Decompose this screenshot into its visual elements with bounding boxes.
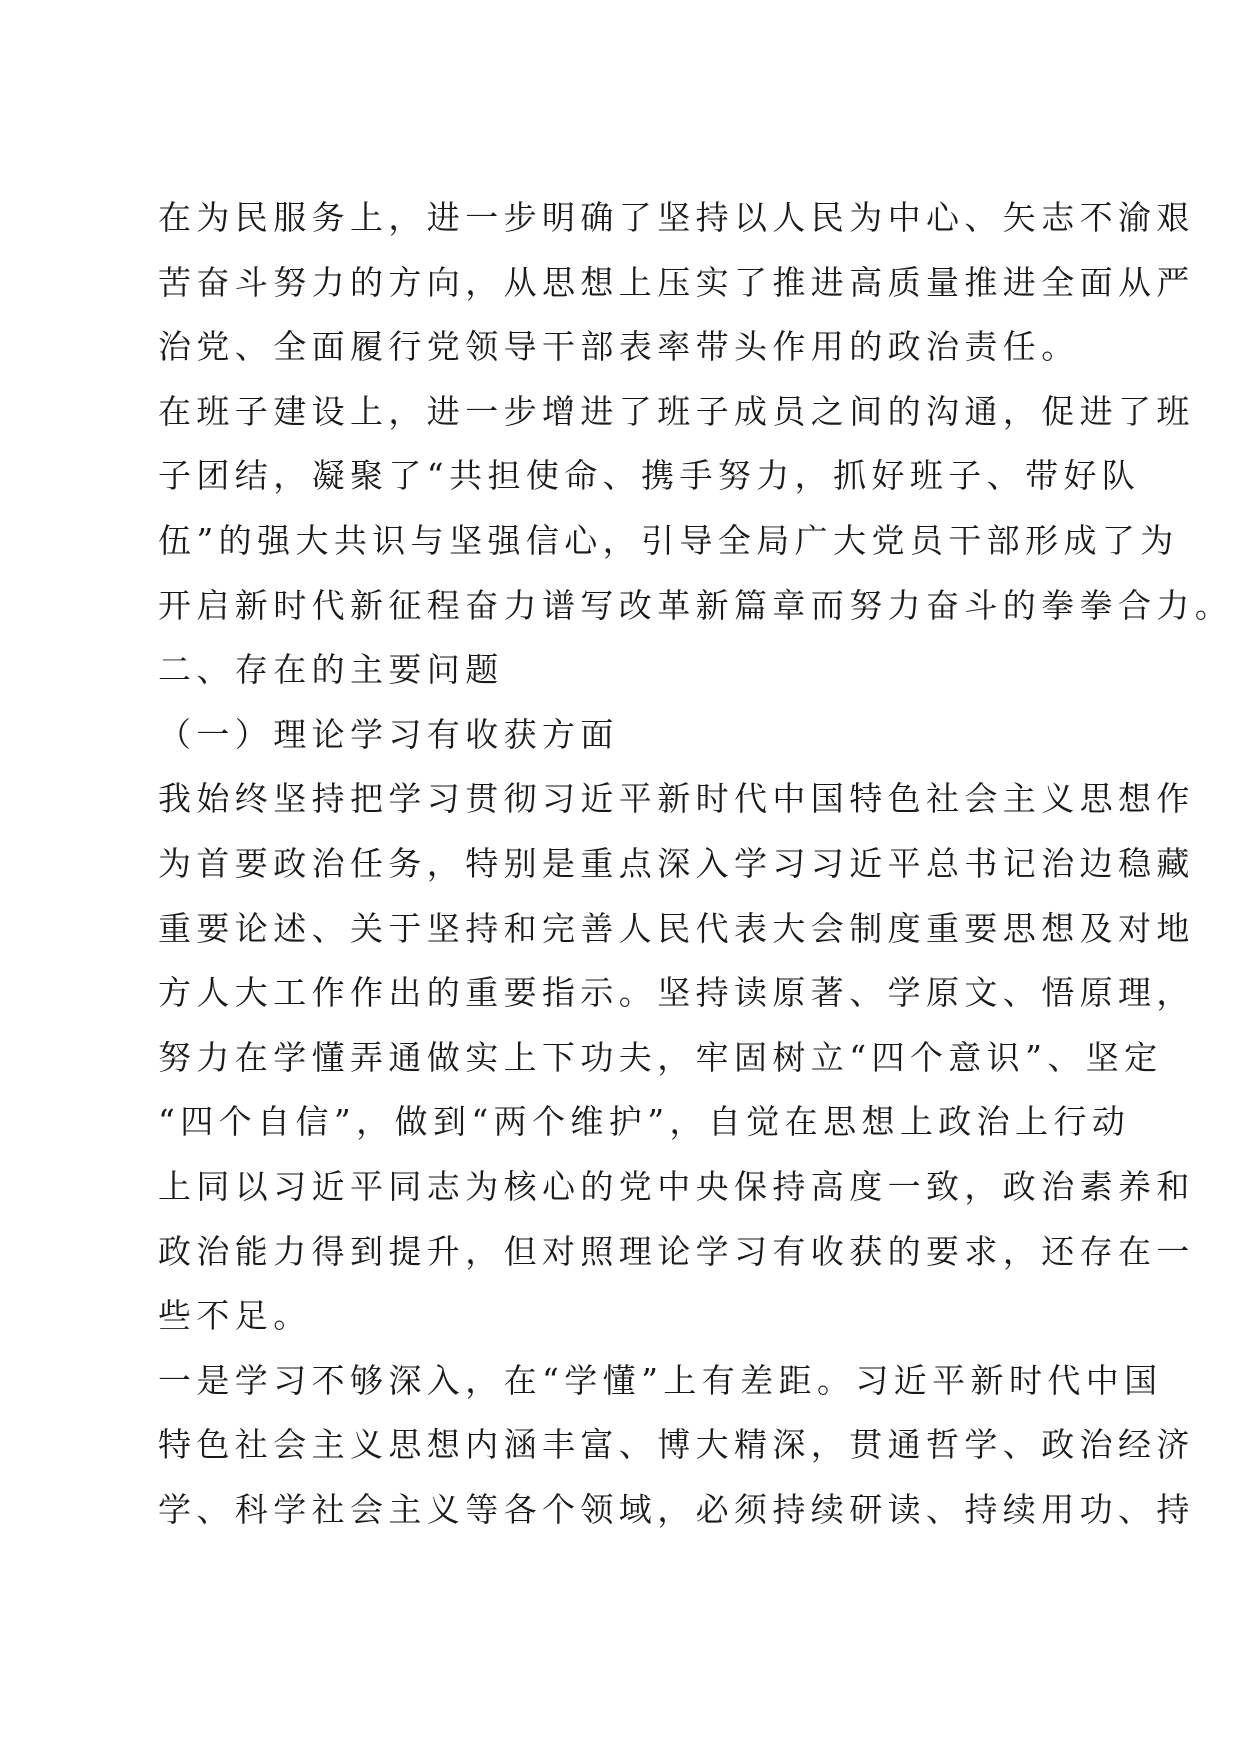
text-line: 在为民服务上，进一步明确了坚持以人民为中心、矢志不渝艰 bbox=[158, 198, 1195, 237]
text-line: “四个自信”，做到“两个维护”，自觉在思想上政治上行动 bbox=[158, 1102, 1131, 1142]
text-line: 重要论述、关于坚持和完善人民代表大会制度重要思想及对地 bbox=[158, 908, 1195, 948]
text-line: 些不足。 bbox=[158, 1296, 312, 1336]
text-line: 开启新时代新征程奋力谱写改革新篇章而努力奋斗的拳拳合力。 bbox=[158, 585, 1234, 625]
text-line: 努力在学懂弄通做实上下功夫，牢固树立“四个意识”、坚定 bbox=[158, 1037, 1163, 1077]
section-heading: 二、存在的主要问题 bbox=[158, 650, 504, 690]
text-line: 治党、全面履行党领导干部表率带头作用的政治责任。 bbox=[158, 327, 1080, 367]
text-line: 为首要政治任务，特别是重点深入学习习近平总书记治边稳藏 bbox=[158, 843, 1195, 883]
document-body bbox=[158, 186, 1234, 1542]
text-line: 政治能力得到提升，但对照理论学习有收获的要求，还存在一 bbox=[158, 1231, 1195, 1271]
subsection-heading: （一）理论学习有收获方面 bbox=[158, 714, 619, 754]
text-line: 子团结，凝聚了“共担使命、携手努力，抓好班子、带好队 bbox=[158, 456, 1141, 496]
text-line: 伍”的强大共识与坚强信心，引导全局广大党员干部形成了为 bbox=[158, 520, 1179, 560]
text-line: 方人大工作作出的重要指示。坚持读原著、学原文、悟原理， bbox=[158, 973, 1195, 1013]
text-line: 苦奋斗努力的方向，从思想上压实了推进高质量推进全面从严 bbox=[158, 262, 1195, 302]
text-line: 学、科学社会主义等各个领域，必须持续研读、持续用功、持 bbox=[158, 1489, 1195, 1529]
text-line: 在班子建设上，进一步增进了班子成员之间的沟通，促进了班 bbox=[158, 391, 1195, 431]
text-line: 上同以习近平同志为核心的党中央保持高度一致，政治素养和 bbox=[158, 1166, 1195, 1206]
text-line: 一是学习不够深入，在“学懂”上有差距。习近平新时代中国 bbox=[158, 1360, 1163, 1400]
text-line: 我始终坚持把学习贯彻习近平新时代中国特色社会主义思想作 bbox=[158, 779, 1195, 819]
text-line: 特色社会主义思想内涵丰富、博大精深，贯通哲学、政治经济 bbox=[158, 1425, 1195, 1465]
